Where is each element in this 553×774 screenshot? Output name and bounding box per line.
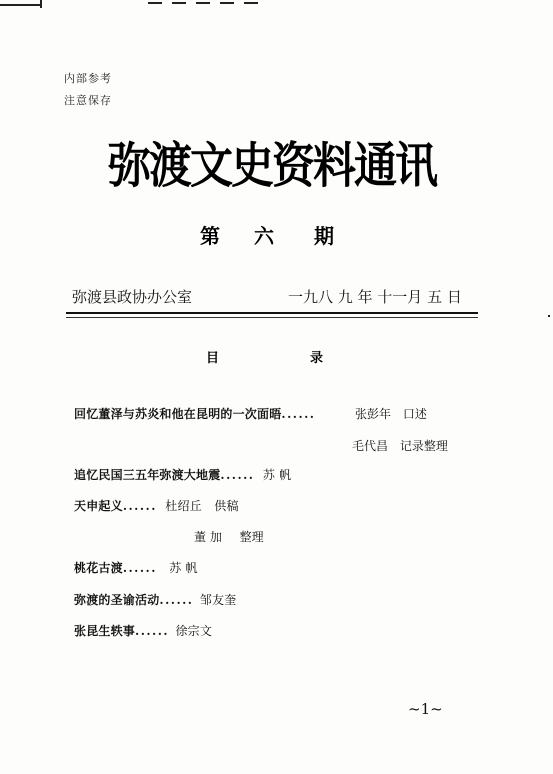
toc-entry-title: 张昆生轶事 (74, 624, 136, 638)
scan-artifact (148, 2, 162, 4)
author-name: 毛代昌 (352, 439, 389, 453)
author-name: 苏 帆 (169, 561, 198, 575)
toc-entry-title: 桃花古渡 (74, 561, 123, 575)
toc-entry (74, 466, 291, 483)
toc-leader-dots: ...... (220, 468, 255, 482)
toc-entry (74, 497, 239, 514)
page-number: ~1~ (408, 700, 443, 718)
author-role: 整理 (239, 530, 264, 544)
publisher: 弥渡县政协办公室 (72, 288, 193, 306)
issue-number (200, 220, 334, 249)
author-name: 苏 帆 (262, 468, 292, 482)
author-role: 记录整理 (399, 439, 448, 453)
toc-entry (74, 559, 198, 576)
restriction-line-preserve: 注意保存 (64, 94, 112, 107)
toc-entry-coauthor (352, 437, 448, 454)
toc-leader-dots: ...... (135, 624, 170, 638)
author-role: 口述 (402, 407, 427, 421)
author-name: 董 加 (194, 530, 222, 544)
divider-rule (66, 312, 478, 314)
publication-date: 一九八 九 年 十一月 五 日 (288, 288, 462, 306)
toc-heading-mu: 目 (206, 351, 220, 366)
scan-artifact (196, 2, 210, 4)
toc-leader-dots: ...... (122, 561, 157, 575)
toc-entry (74, 405, 315, 422)
author-name: 张彭年 (355, 407, 392, 421)
scan-artifact (172, 2, 186, 4)
scan-artifact (548, 315, 550, 317)
toc-entry-title: 追忆民国三五年弥渡大地震 (74, 468, 221, 482)
author-name: 邹友奎 (199, 593, 237, 607)
toc-entry-author (355, 405, 427, 422)
toc-leader-dots: ...... (159, 593, 194, 607)
issue-char-number: 六 (254, 224, 274, 248)
scan-artifact (0, 4, 40, 6)
divider-rule (66, 317, 478, 318)
scan-artifact (40, 0, 42, 8)
publication-title: 弥渡文史资料通讯 (108, 138, 436, 195)
toc-entry-coauthor (194, 528, 264, 545)
author-name: 徐宗文 (175, 624, 213, 638)
scan-artifact (244, 2, 258, 4)
toc-entry (74, 591, 236, 608)
toc-entry-title: 弥渡的圣谕活动 (74, 593, 160, 607)
toc-entry-title: 天申起义 (74, 499, 123, 513)
issue-char-qi: 期 (314, 224, 334, 248)
scan-artifact (220, 2, 234, 4)
author-name: 杜绍丘 (165, 499, 202, 513)
issue-char-di: 第 (200, 224, 220, 248)
toc-entry-title: 回忆董泽与苏炎和他在昆明的一次面晤 (74, 407, 282, 421)
toc-leader-dots: ...... (281, 407, 316, 421)
author-role: 供稿 (214, 499, 239, 513)
toc-entry (74, 622, 212, 639)
toc-heading-lu: 录 (310, 351, 324, 366)
toc-leader-dots: ...... (122, 499, 157, 513)
restriction-line-internal: 内部参考 (64, 72, 112, 85)
